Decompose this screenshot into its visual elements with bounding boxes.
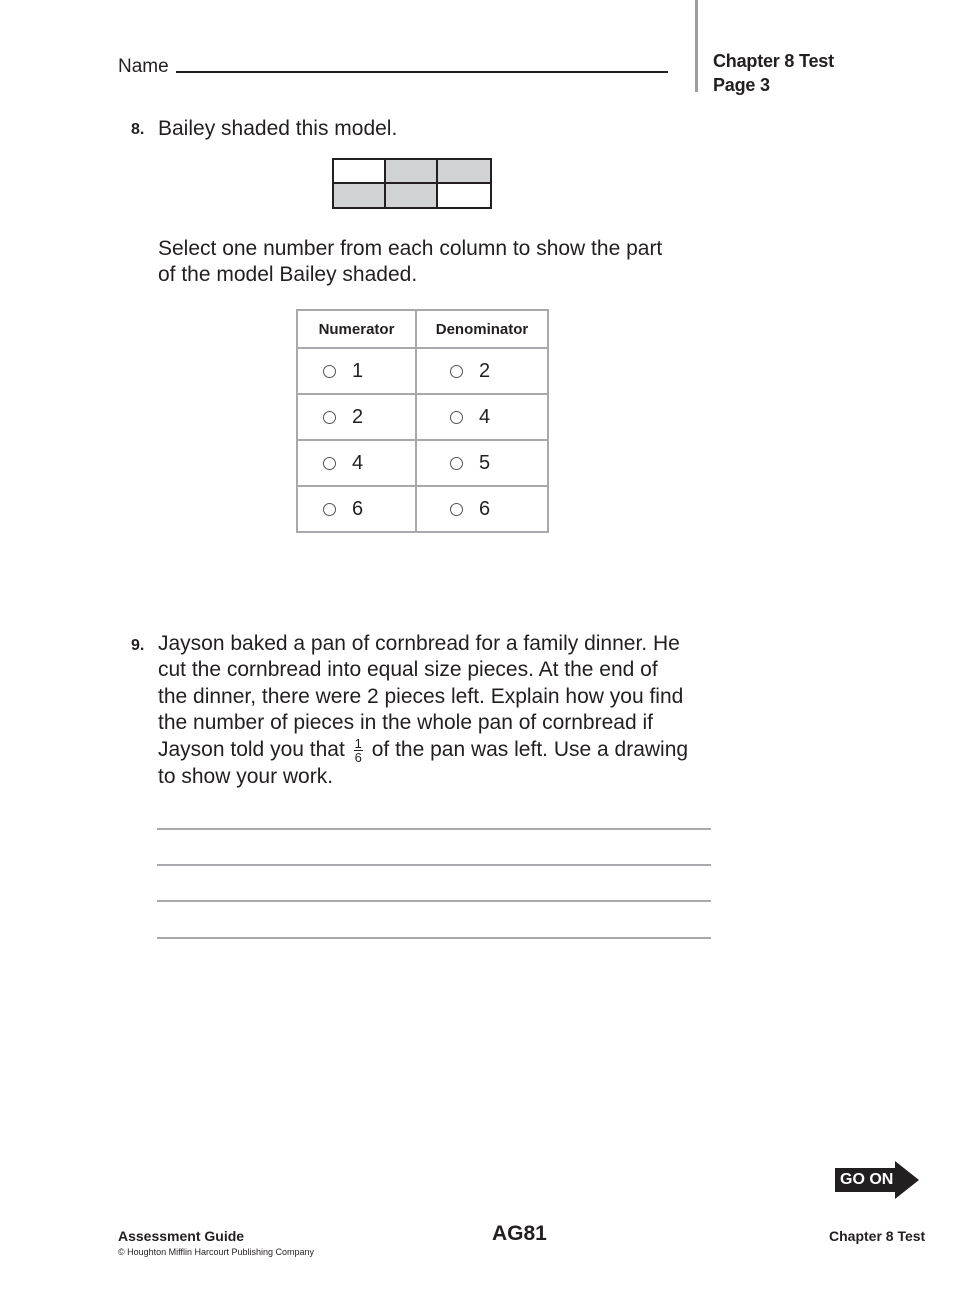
numerator-option[interactable]: 1 <box>299 360 414 383</box>
model-cell-shaded <box>386 184 438 208</box>
answer-line[interactable] <box>157 828 711 830</box>
numerator-option[interactable]: 6 <box>299 498 414 521</box>
model-cell-shaded <box>386 160 438 184</box>
footer-chapter: Chapter 8 Test <box>829 1228 926 1244</box>
denominator-option[interactable]: 5 <box>418 452 546 475</box>
answer-line[interactable] <box>157 864 711 866</box>
model-cell-shaded <box>334 184 386 208</box>
model-cell-shaded <box>438 160 490 184</box>
name-label: Name <box>118 56 169 77</box>
prompt-line: Jayson baked a pan of cornbread for a family dinner. He <box>158 632 680 655</box>
fraction-one-sixth: $\frac{1}{6}$ <box>354 735 362 765</box>
question-9-number: 9. <box>131 637 145 654</box>
prompt-line: the dinner, there were 2 pieces left. Explain how you find <box>158 684 684 708</box>
radio-circle-icon[interactable] <box>323 365 336 378</box>
footer-copyright: © Houghton Mifflin Harcourt Publishing Company <box>118 1247 315 1257</box>
question-8-number: 8. <box>131 121 145 138</box>
answer-line[interactable] <box>157 937 711 939</box>
fraction-choice-table <box>296 309 549 533</box>
table-row <box>297 348 548 394</box>
prompt-line: the number of pieces in the whole pan of cornbread if <box>158 711 653 735</box>
question-8-prompt: Bailey shaded this model. <box>158 117 398 140</box>
fraction-model <box>332 158 492 209</box>
go-on-label: GO ON <box>840 1171 894 1188</box>
numerator-option[interactable]: 4 <box>299 452 414 475</box>
denominator-header: Denominator <box>416 310 548 348</box>
table-row <box>297 440 548 486</box>
prompt-line: to show your work. <box>158 764 334 788</box>
arrow-right-icon <box>895 1161 919 1199</box>
question-9-prompt <box>158 631 688 790</box>
table-row <box>297 486 548 532</box>
instruction-line: of the model Bailey shaded. <box>158 263 418 287</box>
chapter-title: Chapter 8 Test <box>713 51 834 71</box>
numerator-header: Numerator <box>297 310 416 348</box>
denominator-option[interactable]: 4 <box>418 406 546 429</box>
radio-circle-icon[interactable] <box>323 457 336 470</box>
name-field[interactable] <box>176 71 668 73</box>
page-label: Page 3 <box>713 75 770 95</box>
go-on-arrow <box>835 1161 919 1199</box>
answer-line[interactable] <box>157 900 711 902</box>
radio-circle-icon[interactable] <box>323 503 336 516</box>
radio-circle-icon[interactable] <box>450 365 463 378</box>
radio-circle-icon[interactable] <box>450 411 463 424</box>
radio-circle-icon[interactable] <box>450 503 463 516</box>
prompt-line: cut the cornbread into equal size pieces. At the end of <box>158 658 658 682</box>
radio-circle-icon[interactable] <box>450 457 463 470</box>
instruction-line: Select one number from each column to show the part <box>158 237 663 260</box>
denominator-option[interactable]: 6 <box>418 498 546 521</box>
prompt-line: Jayson told you that $\frac{1}{6}$ of the pan was left. Use a drawing <box>158 735 689 765</box>
model-cell <box>438 184 490 208</box>
table-row <box>297 394 548 440</box>
footer-assessment-guide: Assessment Guide <box>118 1228 245 1244</box>
header-divider <box>695 0 698 92</box>
question-8-instruction <box>158 236 662 289</box>
denominator-option[interactable]: 2 <box>418 360 546 383</box>
model-cell <box>334 160 386 184</box>
radio-circle-icon[interactable] <box>323 411 336 424</box>
numerator-option[interactable]: 2 <box>299 406 414 429</box>
footer-page-number: AG81 <box>492 1222 547 1245</box>
